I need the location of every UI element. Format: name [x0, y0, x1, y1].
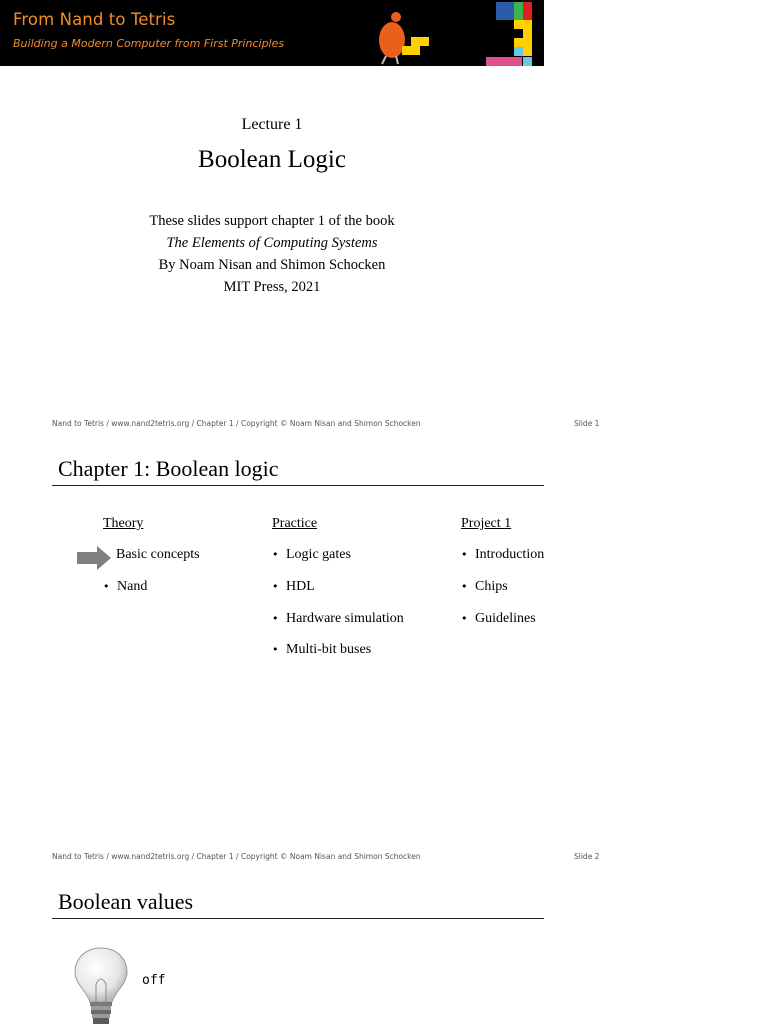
- list-item: • Introduction: [461, 547, 545, 562]
- lecture-title: Boolean Logic: [198, 146, 346, 173]
- bullet-icon: •: [272, 548, 279, 561]
- bullet-icon: •: [461, 580, 468, 593]
- arrow-right-icon: [77, 546, 111, 570]
- banner-title: From Nand to Tetris: [13, 10, 176, 29]
- book-authors: By Noam Nisan and Shimon Schocken: [158, 257, 386, 273]
- slide-footer-copyright: Nand to Tetris / www.nand2tetris.org / Chapter 1 / Copyright © Noam Nisan and Shimon Schocken: [52, 852, 421, 861]
- column-heading-project: Project 1: [461, 516, 512, 531]
- slide-title: Chapter 1: Boolean logic: [58, 456, 279, 481]
- list-item: • Hardware simulation: [272, 611, 404, 626]
- slide-footer-copyright: Nand to Tetris / www.nand2tetris.org / Chapter 1 / Copyright © Noam Nisan and Shimon Schocken: [52, 419, 421, 428]
- lecture-number: Lecture 1: [241, 116, 303, 133]
- book-publisher: MIT Press, 2021: [223, 279, 321, 295]
- list-item: • HDL: [272, 579, 315, 594]
- slide-number: Slide 2: [574, 852, 600, 861]
- header-banner: [0, 0, 544, 66]
- title-divider: [52, 485, 544, 486]
- bulb-state-label: off: [142, 973, 166, 988]
- book-title: The Elements of Computing Systems: [166, 235, 378, 251]
- list-item: • Guidelines: [461, 611, 536, 626]
- list-item: • Nand: [103, 579, 148, 594]
- list-item: Basic concepts: [116, 547, 200, 562]
- bullet-icon: •: [272, 612, 279, 625]
- title-divider: [52, 918, 544, 919]
- bullet-icon: •: [272, 643, 279, 656]
- light-bulb-off-icon: [66, 944, 136, 1024]
- list-item: • Multi-bit buses: [272, 642, 372, 657]
- slide-title: Boolean values: [58, 889, 194, 914]
- list-item: • Chips: [461, 579, 508, 594]
- column-heading-practice: Practice: [272, 516, 318, 531]
- slide-number: Slide 1: [574, 419, 600, 428]
- bullet-icon: •: [272, 580, 279, 593]
- bullet-icon: •: [461, 612, 468, 625]
- tetris-logo-icon: [360, 0, 544, 66]
- bullet-icon: •: [461, 548, 468, 561]
- list-item: • Logic gates: [272, 547, 351, 562]
- bullet-icon: •: [103, 580, 110, 593]
- book-info-line: These slides support chapter 1 of the book: [149, 213, 395, 229]
- column-heading-theory: Theory: [103, 516, 144, 531]
- banner-subtitle: Building a Modern Computer from First Principles: [13, 37, 285, 50]
